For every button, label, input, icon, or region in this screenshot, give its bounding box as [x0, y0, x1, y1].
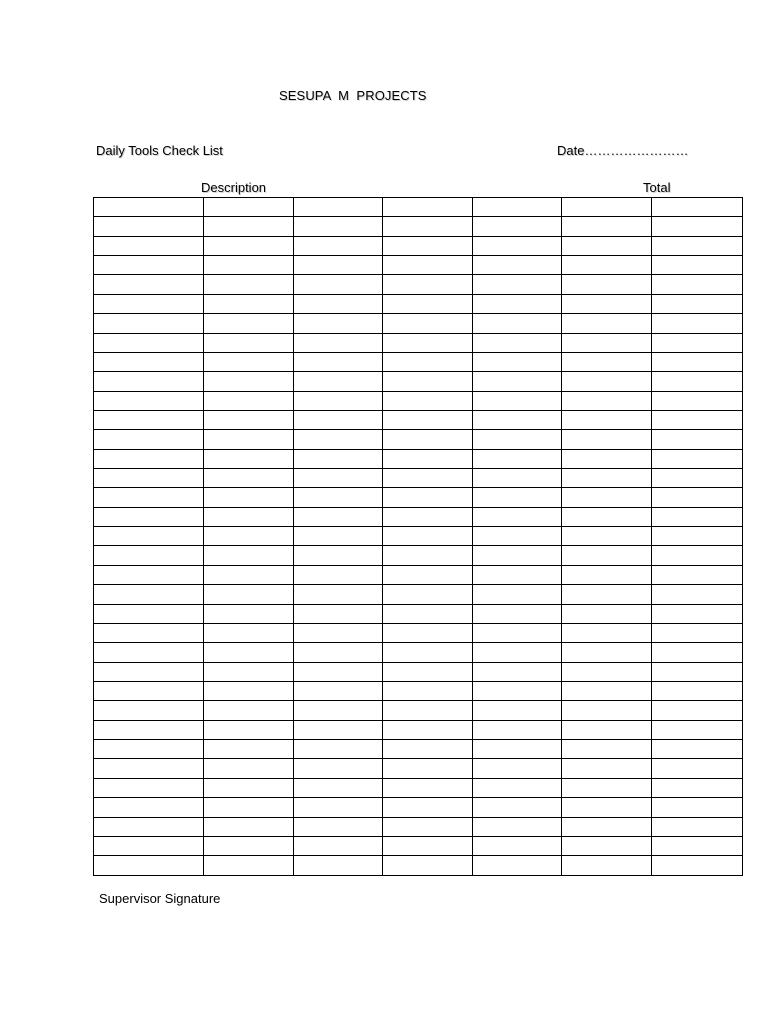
check-cell[interactable]: [562, 720, 652, 739]
check-cell[interactable]: [204, 488, 294, 507]
total-cell[interactable]: [652, 352, 743, 371]
description-cell[interactable]: [94, 256, 204, 275]
check-cell[interactable]: [294, 759, 383, 778]
check-cell[interactable]: [204, 643, 294, 662]
table-row: [94, 294, 743, 313]
total-cell[interactable]: [652, 294, 743, 313]
check-cell[interactable]: [294, 623, 383, 642]
check-cell[interactable]: [562, 681, 652, 700]
check-cell[interactable]: [204, 275, 294, 294]
check-cell[interactable]: [383, 217, 473, 236]
check-cell[interactable]: [383, 798, 473, 817]
table-row: [94, 372, 743, 391]
description-cell[interactable]: [94, 565, 204, 584]
total-cell[interactable]: [652, 701, 743, 720]
check-cell[interactable]: [562, 372, 652, 391]
check-cell[interactable]: [294, 256, 383, 275]
check-cell[interactable]: [562, 701, 652, 720]
checklist-table: [93, 197, 743, 876]
check-cell[interactable]: [473, 856, 562, 875]
check-cell[interactable]: [473, 488, 562, 507]
table-row: [94, 623, 743, 642]
check-cell[interactable]: [294, 546, 383, 565]
table-row: [94, 352, 743, 371]
check-cell[interactable]: [294, 488, 383, 507]
check-cell[interactable]: [204, 410, 294, 429]
description-cell[interactable]: [94, 701, 204, 720]
check-cell[interactable]: [294, 236, 383, 255]
check-cell[interactable]: [204, 565, 294, 584]
check-cell[interactable]: [383, 740, 473, 759]
check-cell[interactable]: [383, 778, 473, 797]
check-cell[interactable]: [562, 565, 652, 584]
check-cell[interactable]: [383, 449, 473, 468]
check-cell[interactable]: [383, 488, 473, 507]
check-cell[interactable]: [383, 410, 473, 429]
check-cell[interactable]: [204, 720, 294, 739]
check-cell[interactable]: [294, 817, 383, 836]
check-cell[interactable]: [204, 469, 294, 488]
description-cell[interactable]: [94, 314, 204, 333]
total-cell[interactable]: [652, 333, 743, 352]
check-cell[interactable]: [473, 798, 562, 817]
check-cell[interactable]: [294, 314, 383, 333]
total-cell[interactable]: [652, 817, 743, 836]
total-cell[interactable]: [652, 836, 743, 855]
check-cell[interactable]: [473, 740, 562, 759]
check-cell[interactable]: [294, 565, 383, 584]
check-cell[interactable]: [473, 314, 562, 333]
check-cell[interactable]: [383, 430, 473, 449]
check-cell[interactable]: [294, 198, 383, 217]
total-cell[interactable]: [652, 585, 743, 604]
check-cell[interactable]: [383, 623, 473, 642]
check-cell[interactable]: [383, 681, 473, 700]
check-cell[interactable]: [473, 352, 562, 371]
check-cell[interactable]: [294, 372, 383, 391]
check-cell[interactable]: [383, 720, 473, 739]
check-cell[interactable]: [562, 469, 652, 488]
check-cell[interactable]: [383, 314, 473, 333]
check-cell[interactable]: [294, 681, 383, 700]
total-cell[interactable]: [652, 546, 743, 565]
check-cell[interactable]: [294, 778, 383, 797]
check-cell[interactable]: [204, 430, 294, 449]
table-row: [94, 604, 743, 623]
check-cell[interactable]: [473, 198, 562, 217]
check-cell[interactable]: [294, 740, 383, 759]
check-cell[interactable]: [204, 507, 294, 526]
check-cell[interactable]: [562, 236, 652, 255]
description-cell[interactable]: [94, 759, 204, 778]
total-cell[interactable]: [652, 643, 743, 662]
check-cell[interactable]: [562, 527, 652, 546]
check-cell[interactable]: [204, 856, 294, 875]
check-cell[interactable]: [562, 352, 652, 371]
check-cell[interactable]: [473, 430, 562, 449]
table-row: [94, 643, 743, 662]
check-cell[interactable]: [294, 352, 383, 371]
check-cell[interactable]: [383, 372, 473, 391]
table-row: [94, 856, 743, 875]
check-cell[interactable]: [294, 856, 383, 875]
total-cell[interactable]: [652, 604, 743, 623]
check-cell[interactable]: [473, 527, 562, 546]
check-cell[interactable]: [473, 565, 562, 584]
table-row: [94, 701, 743, 720]
check-cell[interactable]: [294, 643, 383, 662]
table-row: [94, 720, 743, 739]
check-cell[interactable]: [294, 662, 383, 681]
check-cell[interactable]: [204, 798, 294, 817]
check-cell[interactable]: [204, 449, 294, 468]
table-row: [94, 236, 743, 255]
check-cell[interactable]: [204, 256, 294, 275]
check-cell[interactable]: [383, 817, 473, 836]
table-row: [94, 565, 743, 584]
description-cell[interactable]: [94, 623, 204, 642]
table-row: [94, 507, 743, 526]
check-cell[interactable]: [383, 333, 473, 352]
check-cell[interactable]: [473, 681, 562, 700]
check-cell[interactable]: [204, 701, 294, 720]
table-row: [94, 275, 743, 294]
table-row: [94, 778, 743, 797]
description-cell[interactable]: [94, 198, 204, 217]
check-cell[interactable]: [383, 352, 473, 371]
check-cell[interactable]: [562, 836, 652, 855]
check-cell[interactable]: [473, 236, 562, 255]
check-cell[interactable]: [473, 449, 562, 468]
check-cell[interactable]: [294, 507, 383, 526]
description-cell[interactable]: [94, 333, 204, 352]
description-cell[interactable]: [94, 836, 204, 855]
check-cell[interactable]: [473, 585, 562, 604]
description-cell[interactable]: [94, 430, 204, 449]
description-cell[interactable]: [94, 449, 204, 468]
check-cell[interactable]: [204, 333, 294, 352]
check-cell[interactable]: [204, 217, 294, 236]
total-cell[interactable]: [652, 236, 743, 255]
check-cell[interactable]: [383, 507, 473, 526]
description-cell[interactable]: [94, 817, 204, 836]
check-cell[interactable]: [473, 759, 562, 778]
table-row: [94, 527, 743, 546]
check-cell[interactable]: [294, 410, 383, 429]
check-cell[interactable]: [294, 217, 383, 236]
total-cell[interactable]: [652, 410, 743, 429]
check-cell[interactable]: [294, 701, 383, 720]
check-cell[interactable]: [204, 604, 294, 623]
description-cell[interactable]: [94, 217, 204, 236]
check-cell[interactable]: [473, 294, 562, 313]
table-row: [94, 391, 743, 410]
check-cell[interactable]: [204, 681, 294, 700]
table-row: [94, 740, 743, 759]
total-cell[interactable]: [652, 798, 743, 817]
table-row: [94, 836, 743, 855]
total-cell[interactable]: [652, 623, 743, 642]
check-cell[interactable]: [383, 836, 473, 855]
table-row: [94, 256, 743, 275]
table-row: [94, 333, 743, 352]
check-cell[interactable]: [562, 798, 652, 817]
check-cell[interactable]: [473, 507, 562, 526]
description-cell[interactable]: [94, 643, 204, 662]
total-cell[interactable]: [652, 391, 743, 410]
check-cell[interactable]: [473, 643, 562, 662]
check-cell[interactable]: [204, 623, 294, 642]
check-cell[interactable]: [383, 469, 473, 488]
description-cell[interactable]: [94, 410, 204, 429]
check-cell[interactable]: [294, 294, 383, 313]
check-cell[interactable]: [562, 662, 652, 681]
description-cell[interactable]: [94, 856, 204, 875]
table-row: [94, 488, 743, 507]
check-cell[interactable]: [294, 275, 383, 294]
check-cell[interactable]: [294, 720, 383, 739]
document-title: Daily Tools Check List: [96, 143, 223, 158]
check-cell[interactable]: [204, 198, 294, 217]
check-cell[interactable]: [383, 565, 473, 584]
checklist-table-body: [94, 198, 743, 876]
check-cell[interactable]: [204, 372, 294, 391]
check-cell[interactable]: [383, 256, 473, 275]
check-cell[interactable]: [562, 198, 652, 217]
check-cell[interactable]: [473, 778, 562, 797]
check-cell[interactable]: [562, 294, 652, 313]
check-cell[interactable]: [204, 527, 294, 546]
check-cell[interactable]: [473, 391, 562, 410]
check-cell[interactable]: [562, 430, 652, 449]
check-cell[interactable]: [562, 275, 652, 294]
table-row: [94, 430, 743, 449]
table-row: [94, 662, 743, 681]
check-cell[interactable]: [473, 256, 562, 275]
check-cell[interactable]: [294, 836, 383, 855]
total-cell[interactable]: [652, 256, 743, 275]
table-row: [94, 546, 743, 565]
description-cell[interactable]: [94, 585, 204, 604]
supervisor-signature-label: Supervisor Signature: [99, 891, 221, 906]
check-cell[interactable]: [562, 740, 652, 759]
total-cell[interactable]: [652, 527, 743, 546]
check-cell[interactable]: [562, 585, 652, 604]
check-cell[interactable]: [473, 469, 562, 488]
description-cell[interactable]: [94, 236, 204, 255]
check-cell[interactable]: [562, 391, 652, 410]
table-row: [94, 817, 743, 836]
check-cell[interactable]: [473, 546, 562, 565]
check-cell[interactable]: [562, 546, 652, 565]
total-cell[interactable]: [652, 759, 743, 778]
check-cell[interactable]: [562, 604, 652, 623]
total-cell[interactable]: [652, 488, 743, 507]
check-cell[interactable]: [562, 643, 652, 662]
check-cell[interactable]: [294, 449, 383, 468]
total-cell[interactable]: [652, 275, 743, 294]
check-cell[interactable]: [383, 856, 473, 875]
check-cell[interactable]: [562, 256, 652, 275]
check-cell[interactable]: [204, 352, 294, 371]
table-row: [94, 449, 743, 468]
check-cell[interactable]: [294, 391, 383, 410]
check-cell[interactable]: [562, 507, 652, 526]
total-cell[interactable]: [652, 430, 743, 449]
total-cell[interactable]: [652, 449, 743, 468]
check-cell[interactable]: [294, 798, 383, 817]
check-cell[interactable]: [383, 275, 473, 294]
description-cell[interactable]: [94, 391, 204, 410]
check-cell[interactable]: [473, 604, 562, 623]
check-cell[interactable]: [473, 275, 562, 294]
check-cell[interactable]: [204, 836, 294, 855]
check-cell[interactable]: [204, 236, 294, 255]
description-cell[interactable]: [94, 507, 204, 526]
description-cell[interactable]: [94, 720, 204, 739]
check-cell[interactable]: [562, 217, 652, 236]
check-cell[interactable]: [562, 314, 652, 333]
check-cell[interactable]: [562, 759, 652, 778]
check-cell[interactable]: [383, 759, 473, 778]
check-cell[interactable]: [562, 449, 652, 468]
check-cell[interactable]: [204, 817, 294, 836]
total-cell[interactable]: [652, 720, 743, 739]
total-cell[interactable]: [652, 740, 743, 759]
total-cell[interactable]: [652, 565, 743, 584]
total-column-heading: Total: [643, 180, 671, 195]
total-cell[interactable]: [652, 662, 743, 681]
check-cell[interactable]: [473, 836, 562, 855]
check-cell[interactable]: [294, 604, 383, 623]
check-cell[interactable]: [383, 585, 473, 604]
table-row: [94, 217, 743, 236]
total-cell[interactable]: [652, 217, 743, 236]
check-cell[interactable]: [294, 585, 383, 604]
check-cell[interactable]: [204, 314, 294, 333]
description-cell[interactable]: [94, 372, 204, 391]
total-cell[interactable]: [652, 372, 743, 391]
table-row: [94, 585, 743, 604]
table-row: [94, 798, 743, 817]
check-cell[interactable]: [204, 294, 294, 313]
description-cell[interactable]: [94, 798, 204, 817]
check-cell[interactable]: [562, 778, 652, 797]
check-cell[interactable]: [204, 391, 294, 410]
date-label: Date……………………: [557, 143, 689, 158]
check-cell[interactable]: [383, 643, 473, 662]
total-cell[interactable]: [652, 507, 743, 526]
check-cell[interactable]: [204, 778, 294, 797]
description-column-heading: Description: [201, 180, 267, 195]
total-cell[interactable]: [652, 198, 743, 217]
check-cell[interactable]: [473, 372, 562, 391]
table-row: [94, 469, 743, 488]
check-cell[interactable]: [383, 294, 473, 313]
check-cell[interactable]: [562, 488, 652, 507]
description-cell[interactable]: [94, 662, 204, 681]
description-cell[interactable]: [94, 681, 204, 700]
description-cell[interactable]: [94, 604, 204, 623]
check-cell[interactable]: [383, 236, 473, 255]
check-cell[interactable]: [383, 198, 473, 217]
check-cell[interactable]: [383, 527, 473, 546]
check-cell[interactable]: [473, 623, 562, 642]
total-cell[interactable]: [652, 856, 743, 875]
check-cell[interactable]: [562, 856, 652, 875]
check-cell[interactable]: [294, 527, 383, 546]
total-cell[interactable]: [652, 314, 743, 333]
check-cell[interactable]: [204, 759, 294, 778]
check-cell[interactable]: [562, 817, 652, 836]
check-cell[interactable]: [383, 604, 473, 623]
check-cell[interactable]: [383, 701, 473, 720]
check-cell[interactable]: [562, 410, 652, 429]
check-cell[interactable]: [473, 817, 562, 836]
check-cell[interactable]: [204, 585, 294, 604]
description-cell[interactable]: [94, 352, 204, 371]
check-cell[interactable]: [383, 546, 473, 565]
description-cell[interactable]: [94, 488, 204, 507]
check-cell[interactable]: [473, 333, 562, 352]
check-cell[interactable]: [562, 623, 652, 642]
description-cell[interactable]: [94, 527, 204, 546]
table-row: [94, 314, 743, 333]
check-cell[interactable]: [294, 333, 383, 352]
check-cell[interactable]: [294, 469, 383, 488]
total-cell[interactable]: [652, 681, 743, 700]
total-cell[interactable]: [652, 469, 743, 488]
description-cell[interactable]: [94, 778, 204, 797]
check-cell[interactable]: [204, 662, 294, 681]
description-cell[interactable]: [94, 294, 204, 313]
table-row: [94, 759, 743, 778]
check-cell[interactable]: [473, 410, 562, 429]
check-cell[interactable]: [383, 391, 473, 410]
table-row: [94, 410, 743, 429]
check-cell[interactable]: [204, 740, 294, 759]
table-row: [94, 198, 743, 217]
check-cell[interactable]: [294, 430, 383, 449]
table-row: [94, 681, 743, 700]
total-cell[interactable]: [652, 778, 743, 797]
check-cell[interactable]: [473, 720, 562, 739]
company-name: SESUPA M PROJECTS: [279, 88, 427, 103]
description-cell[interactable]: [94, 546, 204, 565]
check-cell[interactable]: [383, 662, 473, 681]
check-cell[interactable]: [473, 701, 562, 720]
check-cell[interactable]: [473, 217, 562, 236]
check-cell[interactable]: [204, 546, 294, 565]
description-cell[interactable]: [94, 740, 204, 759]
check-cell[interactable]: [473, 662, 562, 681]
check-cell[interactable]: [562, 333, 652, 352]
description-cell[interactable]: [94, 275, 204, 294]
description-cell[interactable]: [94, 469, 204, 488]
